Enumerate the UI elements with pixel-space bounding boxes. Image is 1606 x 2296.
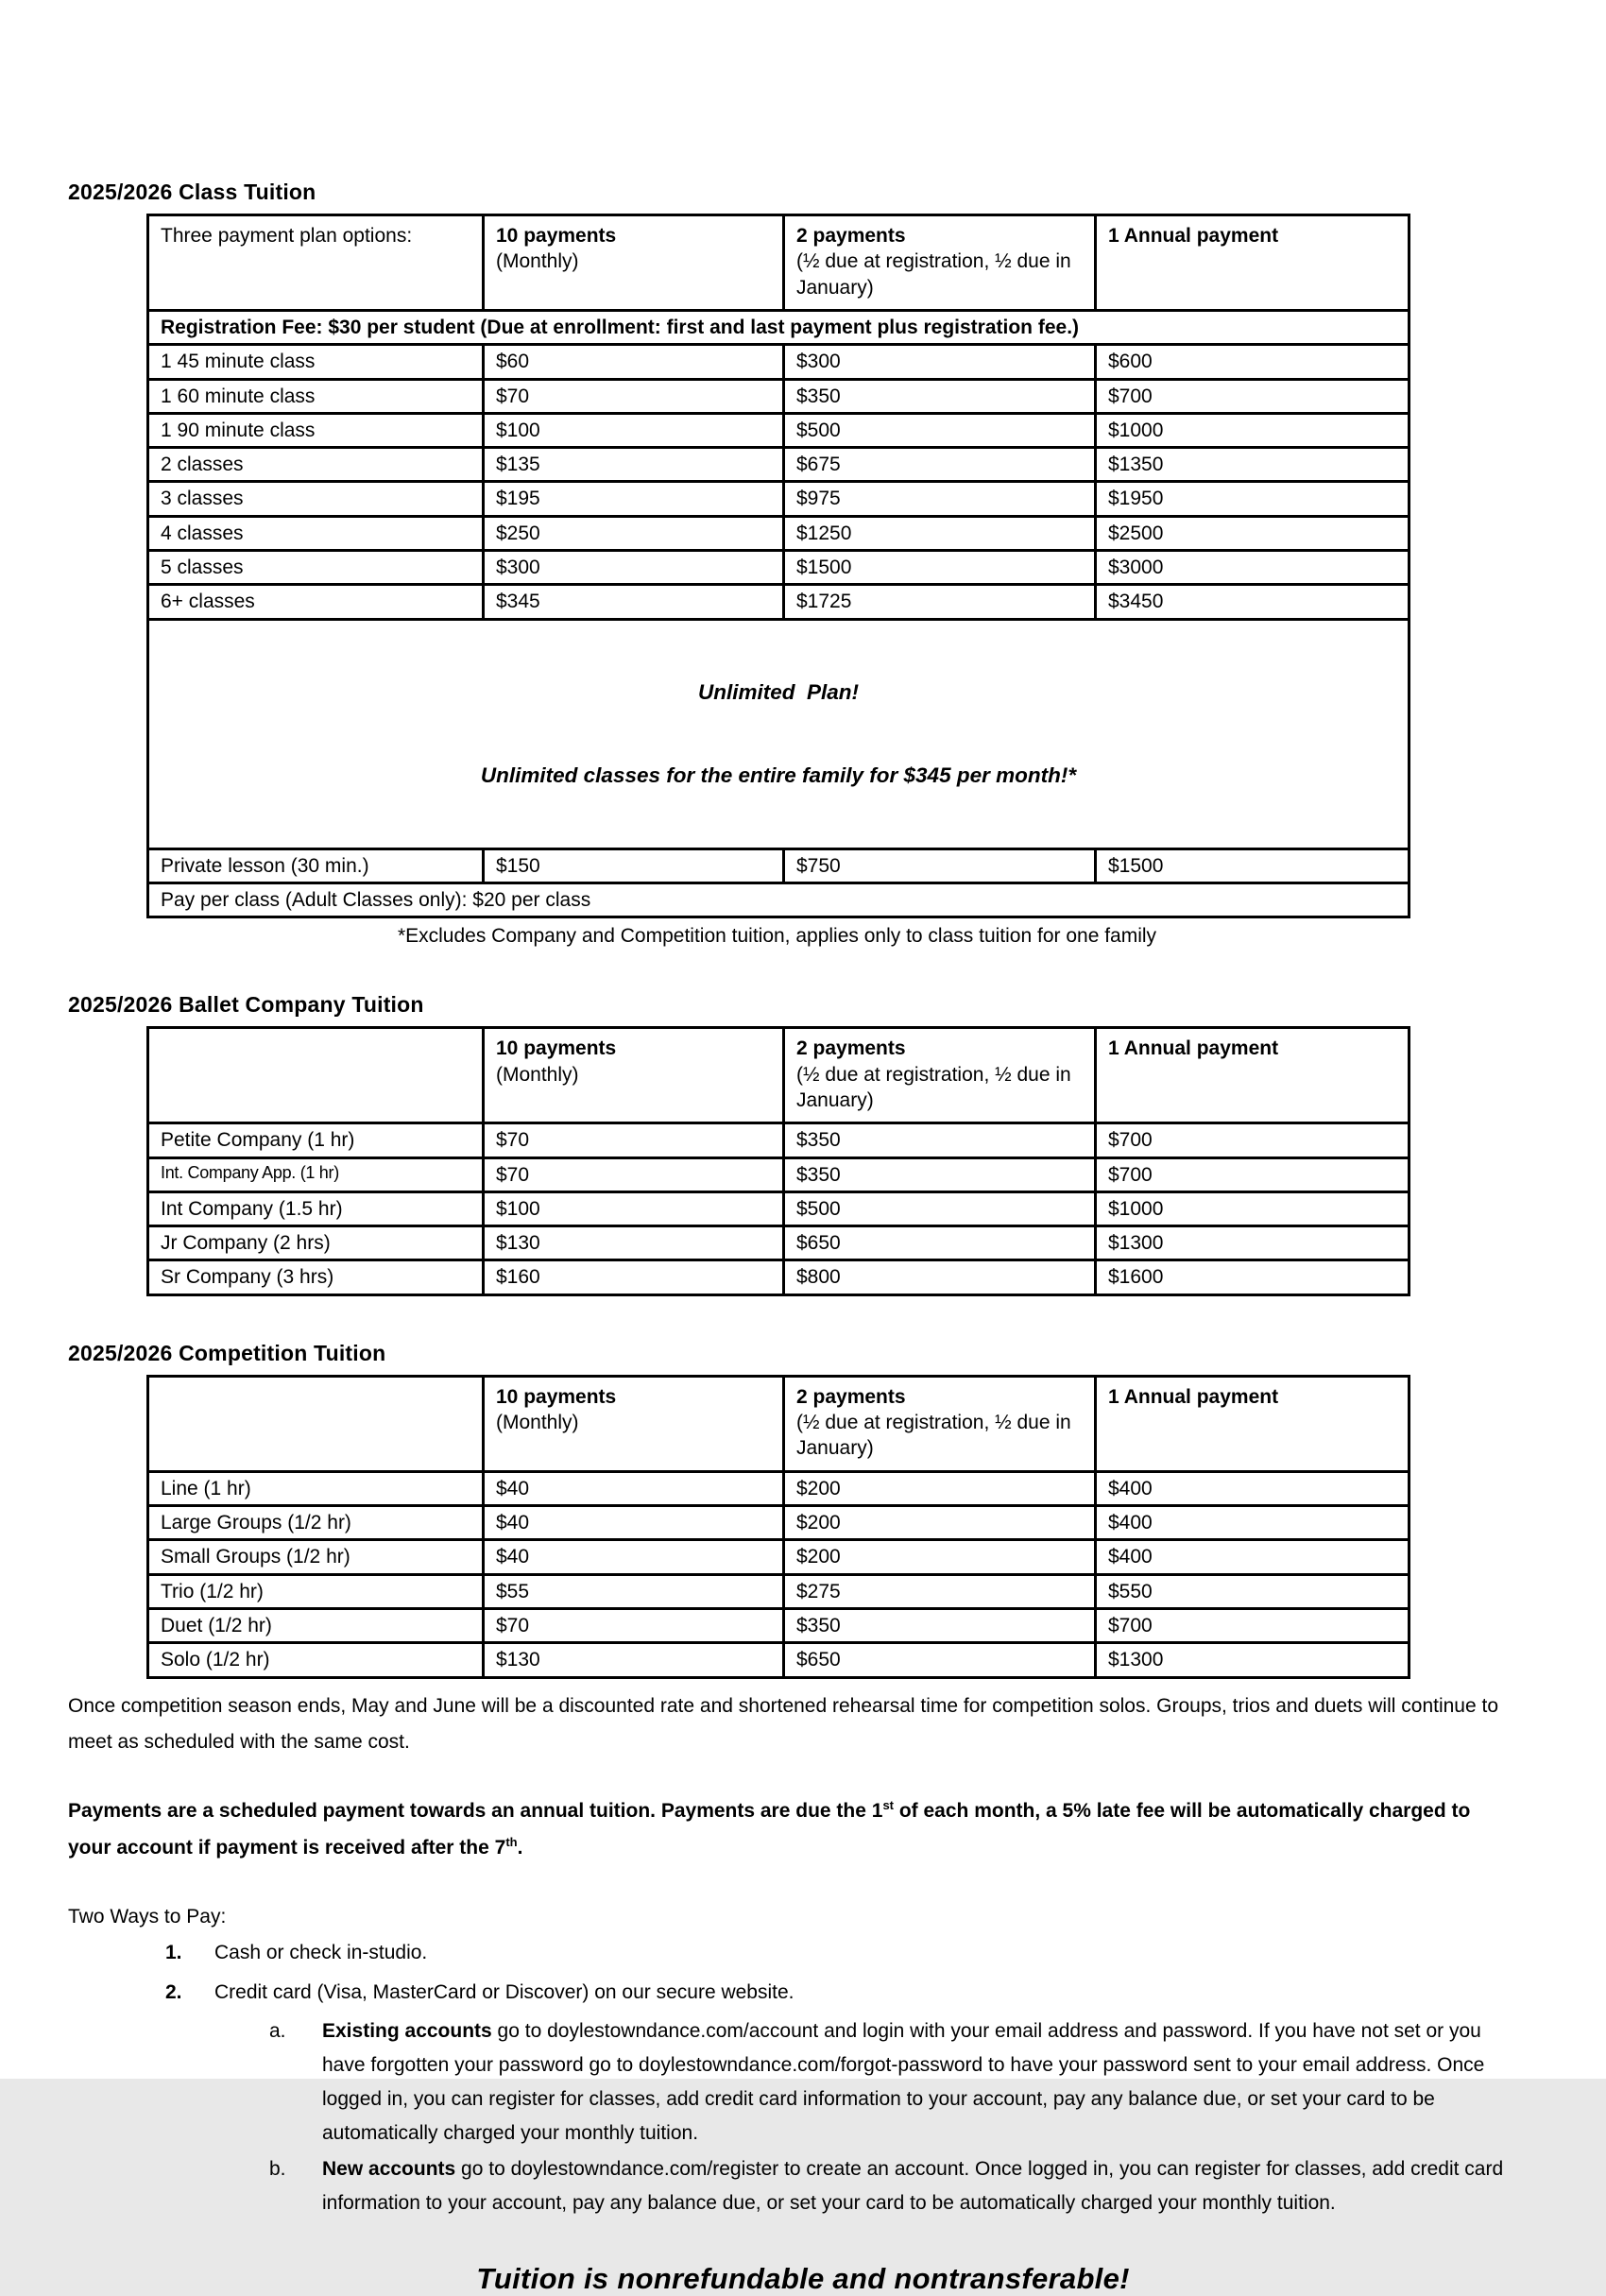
payments-policy-paragraph [68, 1793, 1513, 1867]
price-cell: $200 [784, 1540, 1096, 1574]
ordinal-superscript: st [882, 1798, 894, 1813]
empty-header-cell [148, 1028, 484, 1123]
price-cell: $1300 [1096, 1643, 1410, 1677]
competition-season-note: Once competition season ends, May and June will be a discounted rate and shortened rehearsal time for competition solos. Groups, trios and duets will continue to meet as scheduled with the same cost. [68, 1694, 1499, 1754]
price-cell: $1300 [1096, 1226, 1410, 1260]
price-cell: $300 [784, 345, 1096, 379]
table-row [148, 1608, 1410, 1642]
price-cell: $130 [484, 1226, 784, 1260]
list-item [269, 2014, 1526, 2150]
table-row [148, 379, 1410, 413]
row-label-cell: 3 classes [148, 482, 484, 516]
row-label-cell: Int. Company App. (1 hr) [148, 1157, 484, 1191]
row-label-cell: Trio (1/2 hr) [148, 1574, 484, 1608]
header-annual-cell [1096, 1028, 1410, 1123]
price-cell: $1000 [1096, 413, 1410, 447]
payments-policy-part1: Payments are a scheduled payment towards an annual tuition. Payments are due the 1 [68, 1800, 883, 1823]
existing-accounts-label: Existing accounts [322, 2019, 492, 2042]
price-cell: $40 [484, 1506, 784, 1540]
price-cell: $70 [484, 379, 784, 413]
nonrefundable-notice: Tuition is nonrefundable and nontransferable! [476, 2262, 1130, 2296]
price-cell: $160 [484, 1260, 784, 1294]
two-ways-heading: Two Ways to Pay: [68, 1905, 227, 1928]
list-item-text [322, 2152, 1526, 2220]
price-cell: $100 [484, 413, 784, 447]
price-cell: $1000 [1096, 1191, 1410, 1225]
row-label-cell: Small Groups (1/2 hr) [148, 1540, 484, 1574]
price-cell: $1250 [784, 516, 1096, 550]
price-cell: $275 [784, 1574, 1096, 1608]
row-label-cell: 1 60 minute class [148, 379, 484, 413]
list-item [269, 2152, 1526, 2220]
list-item-letter: a. [269, 2019, 286, 2042]
unlimited-plan-text [148, 619, 1410, 848]
unlimited-plan-line2: Unlimited classes for the entire family for $345 per month!* [480, 762, 1077, 787]
empty-header-cell [148, 1376, 484, 1471]
price-cell: $700 [1096, 379, 1410, 413]
header-2-payments-cell [784, 1376, 1096, 1471]
list-item-number: 1. [165, 1941, 182, 1963]
header-2-payments-sub: (½ due at registration, ½ due in January) [796, 250, 1071, 299]
price-cell: $345 [484, 585, 784, 619]
payments-policy-part3: . [517, 1837, 523, 1859]
list-item-number: 2. [165, 1980, 182, 2003]
registration-fee-text: Registration Fee: $30 per student (Due at enrollment: first and last payment plus registration fee.) [148, 311, 1410, 345]
price-cell: $55 [484, 1574, 784, 1608]
price-cell: $700 [1096, 1608, 1410, 1642]
class-tuition-footnote: *Excludes Company and Competition tuition, applies only to class tuition for one family [397, 925, 1157, 948]
price-cell: $3450 [1096, 585, 1410, 619]
list-item [165, 1933, 1538, 1973]
table-row [148, 482, 1410, 516]
list-item-text: Cash or check in-studio. [214, 1941, 428, 1963]
row-label-cell: 1 90 minute class [148, 413, 484, 447]
header-annual-label: 1 Annual payment [1108, 1037, 1279, 1060]
header-2-payments-cell [784, 215, 1096, 311]
header-2-payments-label: 2 payments [796, 225, 906, 247]
competition-title: 2025/2026 Competition Tuition [68, 1340, 386, 1365]
header-monthly-sub: (Monthly) [496, 250, 579, 273]
row-label-cell: 1 45 minute class [148, 345, 484, 379]
row-label-cell: 4 classes [148, 516, 484, 550]
existing-accounts-text: go to doylestowndance.com/account and login with your email address and password. If you have not set or you have forgotten your password go to doylestowndance.com/forgot-password to have your password sent to your email address. Once logged in, you can register for classes, add credit card information to your account, pay any balance due, or set your card to be automatically charged your monthly tuition. [322, 2019, 1485, 2144]
price-cell: $800 [784, 1260, 1096, 1294]
ballet-company-header-row [148, 1028, 1410, 1123]
price-cell: $400 [1096, 1471, 1410, 1505]
unlimited-plan-line1: Unlimited Plan! [697, 680, 859, 705]
price-cell: $1500 [784, 551, 1096, 585]
pay-per-class-text: Pay per class (Adult Classes only): $20 per class [148, 882, 1410, 917]
price-cell: $700 [1096, 1157, 1410, 1191]
table-row [148, 1471, 1410, 1505]
table-row [148, 516, 1410, 550]
price-cell: $500 [784, 1191, 1096, 1225]
price-cell: $350 [784, 1157, 1096, 1191]
table-row [148, 1157, 1410, 1191]
price-cell: $750 [784, 848, 1096, 882]
header-annual-label: 1 Annual payment [1108, 1385, 1279, 1408]
ballet-company-table [146, 1026, 1410, 1295]
price-cell: $350 [784, 1608, 1096, 1642]
row-label-cell: 2 classes [148, 448, 484, 482]
payments-policy-part2: of each month, a 5% late fee will be automatically charged to your account if payment is received after the 7 [68, 1800, 1471, 1859]
table-row [148, 448, 1410, 482]
price-cell: $135 [484, 448, 784, 482]
price-cell: $650 [784, 1226, 1096, 1260]
table-row [148, 1643, 1410, 1677]
class-tuition-header-row [148, 215, 1410, 311]
unlimited-plan-row [148, 619, 1410, 848]
list-item [165, 1973, 1538, 2013]
header-monthly-sub: (Monthly) [496, 1063, 579, 1086]
price-cell: $400 [1096, 1506, 1410, 1540]
list-item-text: Credit card (Visa, MasterCard or Discover) on our secure website. [214, 1980, 794, 2003]
price-cell: $60 [484, 345, 784, 379]
row-label-cell: Duet (1/2 hr) [148, 1608, 484, 1642]
header-annual-cell [1096, 1376, 1410, 1471]
price-cell: $650 [784, 1643, 1096, 1677]
competition-header-row [148, 1376, 1410, 1471]
private-lesson-row [148, 848, 1410, 882]
price-cell: $40 [484, 1540, 784, 1574]
price-cell: $350 [784, 1123, 1096, 1157]
ordinal-superscript: th [505, 1835, 518, 1850]
row-label-cell: Solo (1/2 hr) [148, 1643, 484, 1677]
table-row [148, 413, 1410, 447]
header-annual-cell [1096, 215, 1410, 311]
header-plan-options-cell: Three payment plan options: [148, 215, 484, 311]
price-cell: $100 [484, 1191, 784, 1225]
header-monthly-sub: (Monthly) [496, 1412, 579, 1434]
header-10-payments-label: 10 payments [496, 1037, 617, 1060]
list-item-text [322, 2014, 1526, 2150]
table-row [148, 551, 1410, 585]
price-cell: $700 [1096, 1123, 1410, 1157]
class-tuition-table [146, 214, 1410, 918]
price-cell: $675 [784, 448, 1096, 482]
price-cell: $1500 [1096, 848, 1410, 882]
price-cell: $250 [484, 516, 784, 550]
header-2-payments-cell [784, 1028, 1096, 1123]
table-row [148, 1506, 1410, 1540]
registration-fee-row [148, 311, 1410, 345]
header-10-payments-cell [484, 1028, 784, 1123]
price-cell: $1725 [784, 585, 1096, 619]
table-row [148, 1123, 1410, 1157]
table-row [148, 1574, 1410, 1608]
header-2-payments-label: 2 payments [796, 1037, 906, 1060]
row-label-cell: Petite Company (1 hr) [148, 1123, 484, 1157]
table-row [148, 585, 1410, 619]
ballet-company-title: 2025/2026 Ballet Company Tuition [68, 992, 424, 1018]
table-row [148, 1191, 1410, 1225]
row-label-cell: Sr Company (3 hrs) [148, 1260, 484, 1294]
new-accounts-text: go to doylestowndance.com/register to create an account. Once logged in, you can register for classes, add credit card information to your account, pay any balance due, or set your card to be automatically charged your monthly tuition. [322, 2157, 1504, 2215]
price-cell: $70 [484, 1123, 784, 1157]
price-cell: $195 [484, 482, 784, 516]
price-cell: $1350 [1096, 448, 1410, 482]
price-cell: $200 [784, 1506, 1096, 1540]
price-cell: $200 [784, 1471, 1096, 1505]
row-label-cell: Private lesson (30 min.) [148, 848, 484, 882]
row-label-cell: Jr Company (2 hrs) [148, 1226, 484, 1260]
row-label-cell: 6+ classes [148, 585, 484, 619]
price-cell: $2500 [1096, 516, 1410, 550]
price-cell: $550 [1096, 1574, 1410, 1608]
price-cell: $70 [484, 1157, 784, 1191]
price-cell: $150 [484, 848, 784, 882]
class-tuition-title: 2025/2026 Class Tuition [68, 180, 316, 204]
price-cell: $300 [484, 551, 784, 585]
row-label-cell: Int Company (1.5 hr) [148, 1191, 484, 1225]
header-2-payments-label: 2 payments [796, 1385, 906, 1408]
price-cell: $70 [484, 1608, 784, 1642]
header-annual-label: 1 Annual payment [1108, 225, 1279, 247]
table-row [148, 345, 1410, 379]
row-label-cell: Line (1 hr) [148, 1471, 484, 1505]
table-row [148, 1540, 1410, 1574]
price-cell: $3000 [1096, 551, 1410, 585]
header-2-payments-sub: (½ due at registration, ½ due in January) [796, 1412, 1071, 1460]
header-10-payments-label: 10 payments [496, 225, 617, 247]
price-cell: $40 [484, 1471, 784, 1505]
price-cell: $350 [784, 379, 1096, 413]
competition-table [146, 1375, 1410, 1679]
header-10-payments-cell [484, 215, 784, 311]
price-cell: $600 [1096, 345, 1410, 379]
table-row [148, 1260, 1410, 1294]
header-10-payments-cell [484, 1376, 784, 1471]
row-label-cell: 5 classes [148, 551, 484, 585]
price-cell: $1950 [1096, 482, 1410, 516]
price-cell: $1600 [1096, 1260, 1410, 1294]
header-2-payments-sub: (½ due at registration, ½ due in January) [796, 1063, 1071, 1111]
header-10-payments-label: 10 payments [496, 1385, 617, 1408]
new-accounts-label: New accounts [322, 2157, 456, 2180]
price-cell: $130 [484, 1643, 784, 1677]
price-cell: $500 [784, 413, 1096, 447]
row-label-cell: Large Groups (1/2 hr) [148, 1506, 484, 1540]
pay-per-class-row [148, 882, 1410, 917]
price-cell: $400 [1096, 1540, 1410, 1574]
list-item-letter: b. [269, 2157, 286, 2180]
price-cell: $975 [784, 482, 1096, 516]
table-row [148, 1226, 1410, 1260]
